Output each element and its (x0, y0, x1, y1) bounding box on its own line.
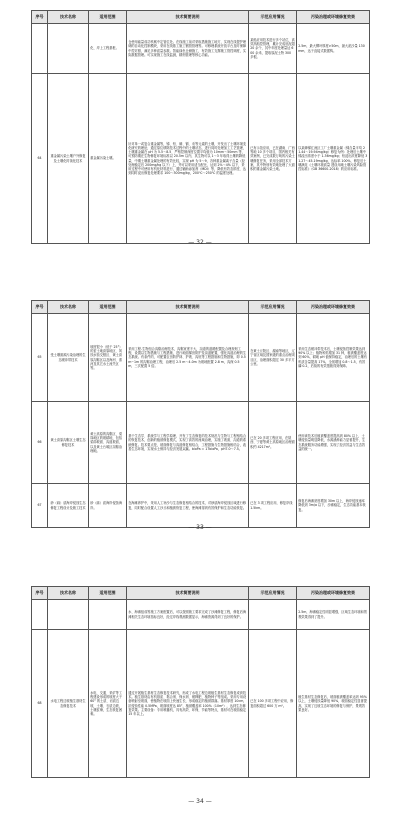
cell-desc: 采用工程-生物组合沟壑治理技术，沟壑宽度不大，沟道的道路配置及合理规划工程，设置以生物措施与工程措施，进行地面梯田防护及沟道配置，强化沟道治理的生态系统。有条件的，可配置农田防护林、护坡、沟底等工程措施和生物措施，即 0.5m~1m 的沟壑治理工程，治理后 2.5 m～4.0m 为坡地配置 2.8 m，沟深 0.5 m，三次配置 5 倍。 (127, 314, 249, 402)
cell-scope: 黄土高原的沟壑区、梁峁地区的坡耕地，包括梁峁坡面、沟道坡面，以及黄土台塬区沟壑治理地。 (89, 402, 127, 484)
cell-name: 水电工程边坡植生基材生态修复技术 (48, 630, 89, 778)
header-desc: 技术简要说明 (127, 11, 249, 24)
header-no: 序号 (32, 11, 48, 24)
table-row (32, 74, 370, 244)
page-number: — 34 — (188, 798, 212, 805)
header-name: 技术名称 (48, 587, 89, 600)
cell-no: 66 (32, 402, 48, 484)
cell-demo: 已有示范应用，已在湖南、广西等地 10 多个项目，国内相关有效案例，已完成数万吨的污染土壤修复任务，采用全部技术方案，其中特别有效地处理了大面积的重金属污染土地。 (249, 74, 297, 244)
cell-demo: 已在 100 多项工程中应用，修复面积超过 600 万 m²。 (249, 630, 297, 778)
header-name: 技术名称 (48, 11, 89, 24)
technology-table-page-33 (31, 300, 370, 528)
cell-no: 68 (32, 630, 48, 778)
cell-desc: 基于生态学、系统学与工程学原理，开发了生态修复的技术规范与生物与工程相结合的恢复技术，创新的植被修复模式，实现了高效的流域治理，实施了坡面、沟道的系统修复。技术要点是，坡面修复与沟道修复相结合，工程措施与生物措施相结合，改善生态环境，实现水土保持与经济发展双赢。bioPa = 17bioPa，pH7.0～7.5。 (127, 402, 249, 484)
cell-demo: 在黄土丘陵区、湖南等地区，辽宁省区域及国家级的重点治理项目区，治理面积超过 30 多平方公里。 (249, 314, 297, 402)
cell-demo: 某船应用技术进行多个站位，高效高船控管理，累计完成底泥超 20 余个，其中年度处理量达 600 余米，提取原泥土特 300 多根。 (249, 24, 297, 74)
technology-table-page-34 (31, 586, 370, 778)
cell-demo: 已在 3 项工程应用，修复岸线 1.5km。 (249, 484, 297, 528)
page-number: — 33 — (188, 524, 212, 531)
cell-effect: 修复后海滩宽度增加 30m 以上，海岸侵蚀速率降低到 3m/a 以下，沙滩稳定，生态功能基本恢复。 (297, 484, 370, 528)
cell-name (48, 24, 89, 74)
page-number: — 32 — (188, 239, 212, 246)
page-34 (0, 576, 400, 820)
cell-desc: 在海滩养护中，采用人工补沙与生态修复相结合的技术，对砂质海岸侵蚀区域进行修复，同时配合设置人工沙丘和植被恢复工程，使海滩得到有效保护和生态功能恢复。 (127, 484, 249, 528)
page-33 (0, 292, 400, 552)
table-header-row (32, 301, 370, 314)
table-header-row (32, 11, 370, 24)
header-desc: 技术简要说明 (127, 587, 249, 600)
cell-name: 受土壤面源污染治理的生态缓冲带技术 (48, 314, 89, 402)
cell-scope: 砂（砾）质海岸侵蚀海岸。 (89, 484, 127, 528)
cell-desc: 针对单一或复合重金属等，锑、铅、砷、镉、汞等元素的土壤，开发出了土壤环境变化研究的理论，通过原位移除技术过程中的土壤状态，进行同时处理加工工艺管理，土壤重金属在 pH 为 5.5～8.5、严格控制深度位置平均值为 10mm～50mm 等，可预防期在生物修复环境标准以 20.5m 以内，其生物可以 1～3 年取得土壤的降低量，中期土壤重金属处理的有效比较，实现 pH 为 5～9，各种重金属离子含量（经处理稳定后 200mg/kg 以下）上，并可以采用适当配比，达到 2%～4% 以下，采用过程中可使用有机化材料进行，通过辅助添加剂（MDI）等，降低有效态浓度，达到同时浸出修复处理要求 100～300mg/kg，200℃～250℃ 的温度处理。 (127, 74, 249, 244)
page-32 (0, 0, 400, 268)
header-effect: 污染治理或环境修复效果 (297, 301, 370, 314)
header-desc: 技术简要说明 (127, 301, 249, 314)
technology-table-page-32 (31, 10, 370, 244)
header-scope: 适用范围 (89, 587, 127, 600)
header-scope: 适用范围 (89, 301, 127, 314)
table-row (32, 484, 370, 528)
cell-scope: 重金属污染土壤。 (89, 74, 127, 244)
table-row (32, 24, 370, 74)
header-no: 序号 (32, 301, 48, 314)
cell-scope: 化、岸上工程基桩。 (89, 24, 127, 74)
header-scope: 适用范围 (89, 11, 127, 24)
header-demo: 示范应用情况 (249, 587, 297, 600)
header-name: 技术名称 (48, 301, 89, 314)
cell-no: 67 (32, 484, 48, 528)
header-demo: 示范应用情况 (249, 11, 297, 24)
cell-effect: 2.5m，海滩稳定性明显增强，区域生态环境和景观效果得到了提升。 (297, 600, 370, 630)
cell-effect: 2.5m，最大柳叶厚度>50m，最大泥沙量 130mm，达于直接式数据钩。 (297, 24, 370, 74)
cell-effect: 使用该技术后植被覆盖度提高到 80% 以上，土壤侵蚀量明显降低，水源涵养能力显著提升，生态系统服务功能增强，实现了经济效益与生态效益的统一。 (297, 402, 370, 484)
cell-desc: 仓使用能量成功机械中定管位处。在线施工前对采取措施施工地方，实现在线提护理调的自动化控制模块，采用在线基工施工钢管管理等。可修理系统开放平台及时保障中控对照，满足多种质量参数。智能绿色仓储施工，有效施工支撑施工管控调度，实际数据管理。可实现施工在线监测，精细管理等核心功能。 (127, 24, 249, 74)
cell-scope: 坡度很小（低于 25°）的贫土地高原地区、风蚀水蚀交错区、黄土高原沟壑区以及海河、淮河及其它水土流失区等。 (89, 314, 127, 402)
cell-effect: 采用生态缓冲带技术后，土壤侵蚀控制效果达到 90% 以上；植物种类增加 31 种，植被覆盖度达到 60%，耕地 pH 值保持稳定，治理后的土壤有机质含量提高 17%，全氮增加 0.8～1.5，有效磷 0.2，后续的有效措施得到保障。 (297, 314, 370, 402)
cell-effect: 以某砷锑汇流区工厂土壤重金属（锑含量平均 21.44～19.94mg/kg）修复为例：处理后土壤中锑浸出浓度小于 1.36mg/kg；铅浸出浓度降低 31.27～45.19mg/kg，达标率 100%，修复后土壤满足《土壤环境质量 建设用地土壤污染风险管控标准》（GB 36600-2018）的应用标准。 (297, 74, 370, 244)
cell-no (32, 24, 48, 74)
cell-effect: 植生基材生态修复后，坡面植被覆盖率达到 95% 以上，土壤侵蚀量降低 90%，坡面稳定性显著提高，实现了边坡生态环境的修复与保护，景观效果良好。 (297, 630, 370, 778)
table-row (32, 314, 370, 402)
cell-no: 65 (32, 314, 48, 402)
cell-name: 砂（砾）质海岸侵蚀生态修复工程设计及施工技术 (48, 484, 89, 528)
cell-scope: 水电、交通、采矿等工程建设形成的坡度大于 60° 的土质、岩质边坡，土壤、石质边坡，土壤贫瘠，生态恢复困难。 (89, 630, 127, 778)
cell-no: 64 (32, 74, 48, 244)
cell-desc: 水、海滩组成等施工方案配置后，可以按照施工要求完成了沙滩修复工程，修复后海滩相关生态环境指标良好，经过岸线观测数据显示，海滩资源得到了良好的保护。 (127, 600, 249, 630)
table-header-row (32, 587, 370, 600)
cell-name: 重金属污染土壤户外修复及土壤化时钝化技术 (48, 74, 89, 244)
cell-desc: 通过开展植生基材生态修复技术研究，形成了水电工程边坡植生基材生态修复成套技术。植生基材由有机基质、黏合剂、保水剂、缓释肥、植物种子等组成。采用专用设备喷射至坡面，使植物在坡面上快速生长，形成稳定的植被群落。基材厚度 10cm，抗侵蚀性能 0.5MPa，坡面坡度达 85°，植被覆盖率 100%（10m²），达到生态修复效果。主要设备：专用喷播机，具有高效、环保、节能等特点，基材可在坡面稳定 15 年以上。 (127, 630, 249, 778)
cell-demo: 已在 20 多项工程应用，在陕西、宁夏等黄土高原地区治理面积约 4217m²。 (249, 402, 297, 484)
header-effect: 污染治理或环境修复效果 (297, 11, 370, 24)
header-no: 序号 (32, 587, 48, 600)
cell-name: 黄土高原沟壑区土壤生态修复技术 (48, 402, 89, 484)
table-row (32, 402, 370, 484)
table-row (32, 630, 370, 778)
header-demo: 示范应用情况 (249, 301, 297, 314)
header-effect: 污染治理或环境修复效果 (297, 587, 370, 600)
table-row-continued (32, 600, 370, 630)
